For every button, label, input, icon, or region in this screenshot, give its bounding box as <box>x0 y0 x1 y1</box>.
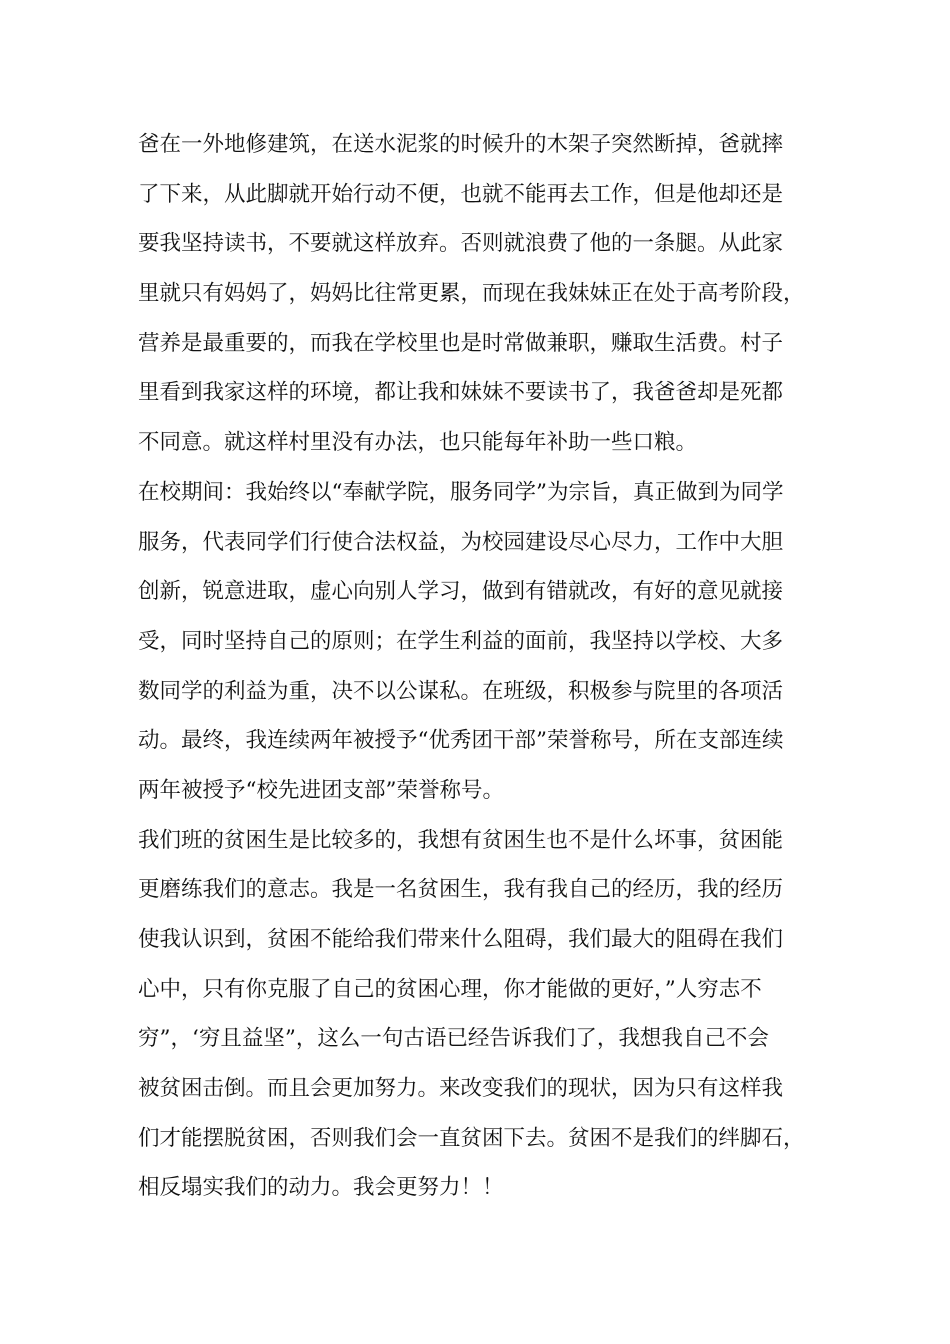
text-line: 里就只有妈妈了，妈妈比往常更累，而现在我妹妹正在处于高考阶段， <box>138 281 805 307</box>
text-line: 更磨练我们的意志。我是一名贫困生，我有我自己的经历，我的经历 <box>138 877 784 903</box>
text-line: 被贫困击倒。而且会更加努力。来改变我们的现状，因为只有这样我 <box>138 1076 784 1102</box>
text-line: 相反塌实我们的动力。我会更努力！！ <box>138 1175 504 1201</box>
text-line: 动。最终，我连续两年被授予“优秀团干部”荣誉称号，所在支部连续 <box>138 728 784 754</box>
text-line: 创新，锐意进取，虚心向别人学习，做到有错就改，有好的意见就接 <box>138 579 784 605</box>
text-line: 在校期间：我始终以“奉献学院，服务同学”为宗旨，真正做到为同学 <box>138 479 784 505</box>
text-line: 爸在一外地修建筑，在送水泥浆的时候升的木架子突然断掉，爸就摔 <box>138 132 784 157</box>
text-line: 不同意。就这样村里没有办法，也只能每年补助一些口粮。 <box>138 430 698 456</box>
text-line: 穷”，‘穷且益坚”，这么一句古语已经告诉我们了，我想我自己不会 <box>138 1026 769 1052</box>
text-line: 数同学的利益为重，决不以公谋私。在班级，积极参与院里的各项活 <box>138 678 784 704</box>
text-line: 营养是最重要的，而我在学校里也是时常做兼职，赚取生活费。村子 <box>138 330 784 356</box>
document-body <box>138 120 838 1213</box>
text-line: 心中，只有你克服了自己的贫困心理，你才能做的更好，”人穷志不 <box>138 976 762 1002</box>
text-line: 我们班的贫困生是比较多的，我想有贫困生也不是什么坏事，贫困能 <box>138 827 784 853</box>
text-line: 受，同时坚持自己的原则；在学生利益的面前，我坚持以学校、大多 <box>138 628 784 654</box>
text-line: 了下来，从此脚就开始行动不便，也就不能再去工作，但是他却还是 <box>138 181 784 207</box>
text-line: 服务，代表同学们行使合法权益，为校园建设尽心尽力，工作中大胆 <box>138 529 784 555</box>
text-line: 要我坚持读书，不要就这样放弃。否则就浪费了他的一条腿。从此家 <box>138 231 784 257</box>
text-line: 们才能摆脱贫困，否则我们会一直贫困下去。贫困不是我们的绊脚石， <box>138 1125 805 1151</box>
text-line: 两年被授予“校先进团支部”荣誉称号。 <box>138 777 504 803</box>
text-line: 里看到我家这样的环境，都让我和妹妹不要读书了，我爸爸却是死都 <box>138 380 784 406</box>
text-line: 使我认识到，贫困不能给我们带来什么阻碍，我们最大的阻碍在我们 <box>138 927 784 952</box>
